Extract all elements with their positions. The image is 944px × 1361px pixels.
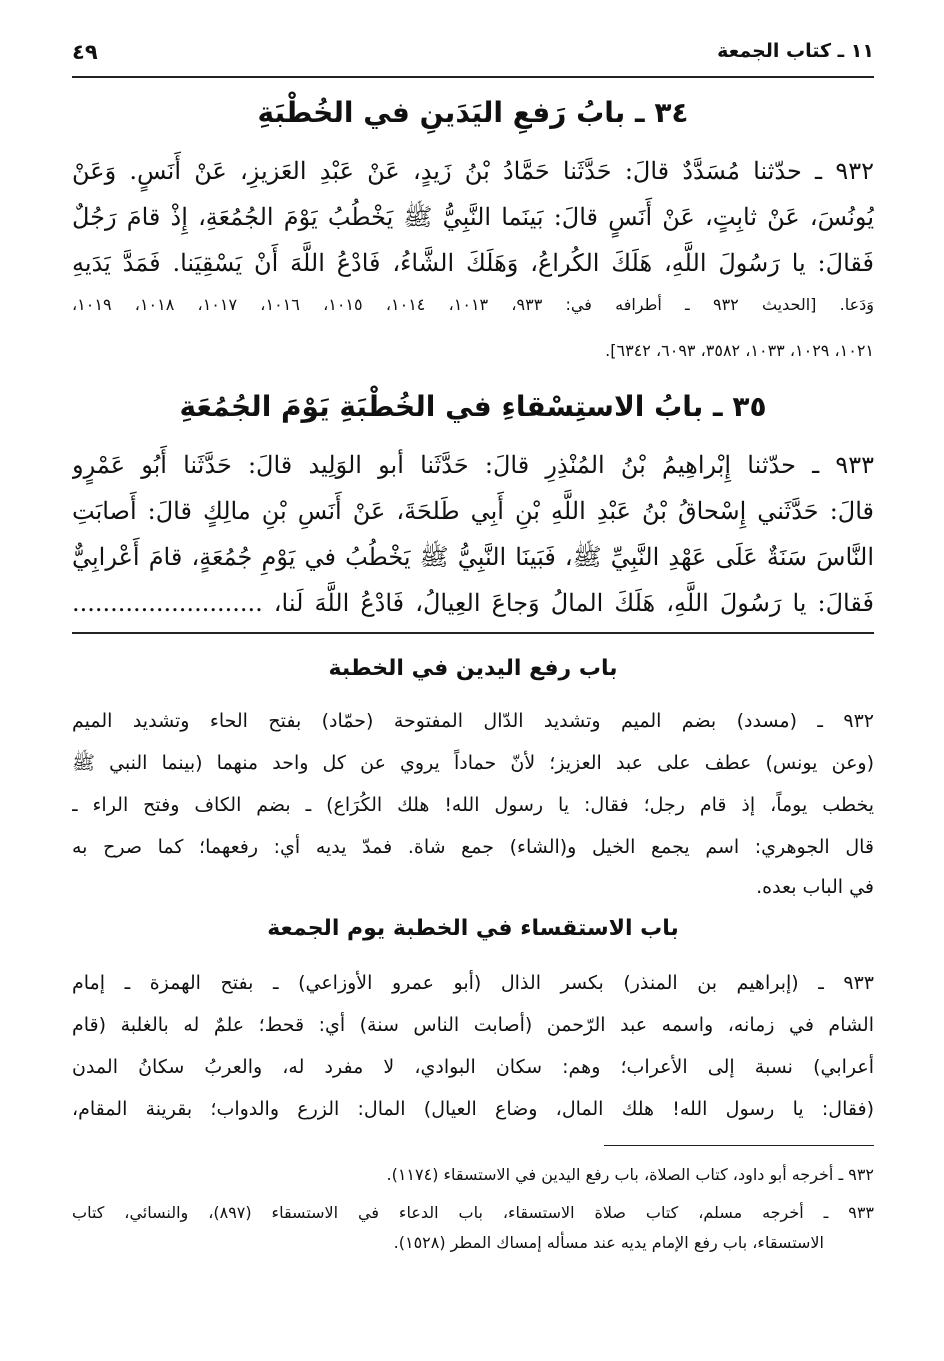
hadith-line: فَقالَ: يا رَسُولَ اللَّهِ، هَلَكَ الكُراعُ، وَهَلَكَ الشَّاءُ، فَادْعُ اللَّهَ أَنْ يَسْقِيَنا. فَمَدَّ يَدَيهِ [72,249,874,277]
footnote-933: ٩٣٣ ـ أخرجه مسلم، كتاب صلاة الاستسقاء، باب الدعاء في الاستسقاء (٨٩٧)، والنسائي، كتاب [72,1203,874,1222]
commentary-line: قال الجوهري: اسم يجمع الخيل و(الشاء) جمع شاة. فمدّ يديه أي: رفعهما؛ كما صرح به [72,836,874,858]
hadith-line: النَّاسَ سَنَةٌ عَلَى عَهْدِ النَّبِيِّ ﷺ، فَبَينَا النَّبِيُّ ﷺ يَخْطُبُ في يَوْمِ جُمُعَةٍ، قامَ أَعْرابِيٌّ [72,543,874,571]
chapter-title: ١١ ـ كتاب الجمعة [717,40,874,62]
hadith-line: يُونُسَ، عَنْ ثابِتٍ، عَنْ أَنَسٍ قالَ: بَينَما النَّبِيُّ ﷺ يَخْطُبُ يَوْمَ الجُمُعَةِ، إِذْ قامَ رَجُلٌ [72,203,874,231]
footnote-rule [604,1145,874,1146]
commentary-line: أعرابي) نسبة إلى الأعراب؛ وهم: سكان البوادي، لا مفرد له، والعربُ سكانُ المدن [72,1056,874,1078]
hadith-line: قالَ: حَدَّثَني إِسْحاقُ بْنُ عَبْدِ اللَّهِ بْنِ أَبِي طَلحَةَ، عَنْ أَنَسِ بْنِ مالِكٍ قالَ: أَصابَتِ [72,497,874,525]
commentary-line: (فقال: يا رسول الله! هلك المال، وضاع العيال) المال: الزرع والدواب؛ بقرينة المقام، [72,1098,874,1120]
hadith-line: فَقالَ: يا رَسُولَ اللَّهِ، هَلَكَ المالُ وَجاعَ العِيالُ، فَادْعُ اللَّهَ لَنا، ......................... [72,589,874,617]
commentary-line: ٩٣٢ ـ (مسدد) بضم الميم وتشديد الدّال المفتوحة (حمّاد) بفتح الحاء وتشديد الميم [72,710,874,732]
hadith-line: ٩٣٢ ـ حدّثنا مُسَدَّدٌ قالَ: حَدَّثَنا حَمَّادُ بْنُ زَيدٍ، عَنْ عَبْدِ العَزيزِ، عَنْ أَنَسٍ. وَعَنْ [72,157,874,185]
reference-line: وَدَعا. [الحديث ٩٣٢ ـ أطرافه في: ٩٣٣، ١٠١٣، ١٠١٤، ١٠١٥، ١٠١٦، ١٠١٧، ١٠١٨، ١٠١٩، [72,295,874,314]
running-head [72,36,874,78]
commentary-line: (وعن يونس) عطف على عبد العزيز؛ لأنّ حماداً يروي عن كل واحد منهما (بينما النبي ﷺ [72,752,874,774]
hadith-line: ٩٣٣ ـ حدّثنا إِبْراهِيمُ بْنُ المُنْذِرِ قالَ: حَدَّثَنا أبو الوَلِيد قالَ: حَدَّثَنا أَبُو عَمْرٍو [72,451,874,479]
section-heading-35: ٣٥ ـ بابُ الاستِسْقاءِ في الخُطْبَةِ يَوْمَ الجُمُعَةِ [179,390,767,423]
footnote-932: ٩٣٢ ـ أخرجه أبو داود، كتاب الصلاة، باب رفع اليدين في الاستسقاء (١١٧٤). [386,1165,874,1184]
commentary-line: الشام في زمانه، واسمه عبد الرّحمن (أصابت الناس سنة) أي: قحط؛ علمٌ له بالغلبة (قام [72,1014,874,1036]
commentary-line: ٩٣٣ ـ (إبراهيم بن المنذر) بكسر الذال (أبو عمرو الأوزاعي) ـ بفتح الهمزة ـ إمام [72,972,874,994]
page-number: ٤٩ [72,40,98,64]
commentary-line: في الباب بعده. [756,876,874,898]
commentary-heading-2: باب الاستقساء في الخطبة يوم الجمعة [267,916,679,941]
footnote-933-continued: الاستسقاء، باب رفع الإمام يديه عند مسأله إمساك المطر (١٥٢٨). [393,1233,824,1252]
reference-line: ١٠٢١، ١٠٢٩، ١٠٣٣، ٣٥٨٢، ٦٠٩٣، ٦٣٤٢]. [605,341,874,360]
commentary-line: يخطب يوماً، إذ قام رجل؛ فقال: يا رسول الله! هلك الكُرَاع) ـ بضم الكاف وفتح الراء ـ [72,794,874,816]
text-commentary-divider [72,632,874,634]
section-heading-34: ٣٤ ـ بابُ رَفعِ اليَدَينِ في الخُطْبَةِ [257,96,689,129]
commentary-heading-1: باب رفع اليدين في الخطبة [328,656,618,681]
